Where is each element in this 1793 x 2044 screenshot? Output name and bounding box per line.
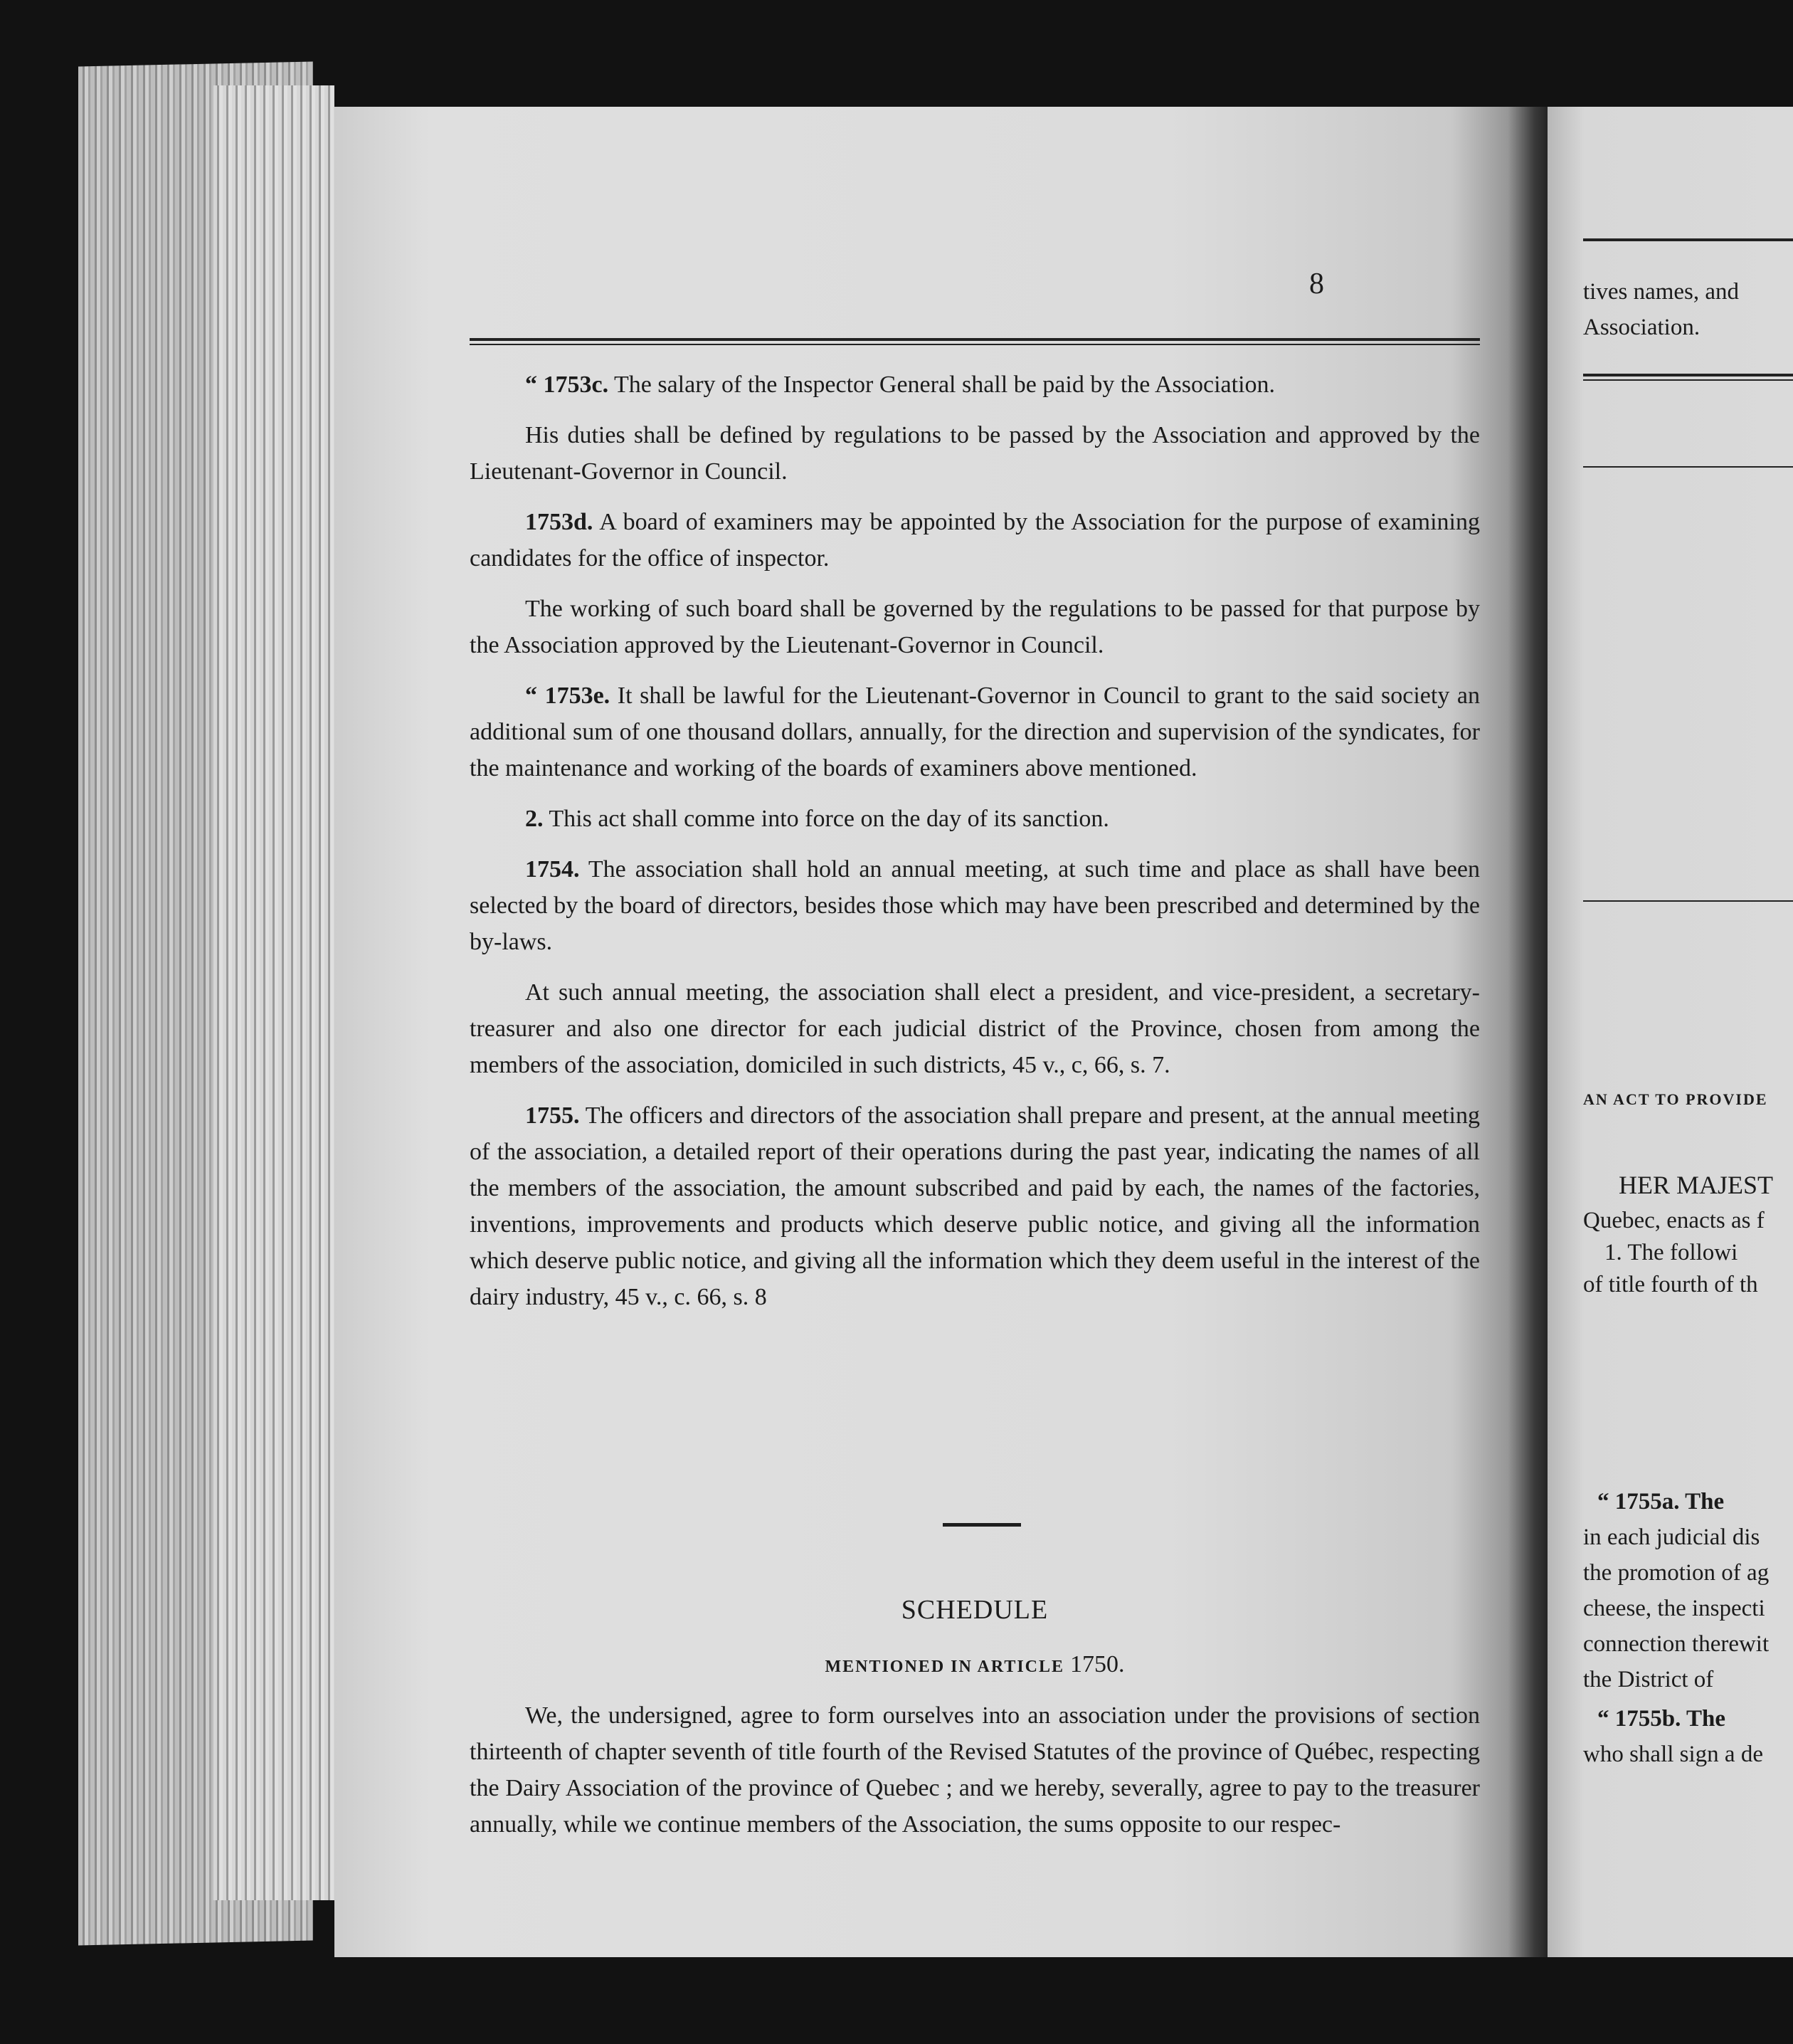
header-rule [470, 338, 1480, 341]
schedule-subtitle: MENTIONED IN ARTICLE 1750. [825, 1651, 1125, 1677]
schedule-body: We, the undersigned, agree to form ourselves into an association under the provisions of section thirteenth of chapter seventh of title fourth of the Revised Statutes of the province of Québec, respecting the Dairy Association of the province of Quebec ; and we hereby, severally, agree to pay to the treasurer annually, while we continue members of the Association, the sums opposite to our respec- [470, 1702, 1480, 1838]
right-text-line: Association. [1583, 315, 1701, 340]
paragraph-annual-meeting: At such annual meeting, the association shall elect a president, and vice-president, a secretary-treasurer and also one director for each judicial district of the Province, chosen from among the members of the association, domiciled in such districts, 45 v., c, 66, s. 7. [470, 979, 1480, 1078]
right-act-heading: AN ACT TO PROVIDE [1583, 1090, 1768, 1108]
book-page-edges-inner [213, 85, 334, 1900]
right-rule-short [1583, 466, 1793, 468]
right-rule [1583, 374, 1793, 376]
paragraph-1753d: 1753d. A board of examiners may be appointed by the Association for the purpose of examining candidates for the office of inspector. [470, 509, 1480, 571]
paragraph-1753e: “ 1753e. It shall be lawful for the Lieutenant-Governor in Council to grant to the said society an additional sum of one thousand dollars, annually, for the direction and supervision of the syndicates, for the maintenance and working of the boards of examiners above mentioned. [470, 683, 1481, 781]
page-number: 8 [1309, 268, 1324, 300]
left-page [334, 107, 1523, 1957]
right-text-line: 1. The followi [1604, 1240, 1738, 1265]
paragraph-1755: 1755. The officers and directors of the association shall prepare and present, at the annual meeting of the association, a detailed report of their operations during the past year, indicating the names of all the members of the association, the amount subscribed and paid by each, the names of the factories, inventions, improvements and products which deserve public notice, and giving all the information which deserve public notice, and giving all the information which they deem useful in the interest of the dairy industry, 45 v., c. 66, s. 8 [470, 1102, 1480, 1310]
header-rule-thin [470, 344, 1480, 345]
right-rule-thin [1583, 379, 1793, 381]
right-text-line: the District of [1583, 1667, 1714, 1692]
schedule-title: SCHEDULE [901, 1595, 1049, 1625]
right-text-line: tives names, and [1583, 279, 1740, 305]
paragraph-2: 2. This act shall comme into force on the day of its sanction. [525, 806, 1109, 832]
right-text-line: cheese, the inspecti [1583, 1596, 1765, 1621]
right-text-line: Quebec, enacts as f [1583, 1208, 1765, 1233]
paragraph-1754: 1754. The association shall hold an annual meeting, at such time and place as shall have been selected by the board of directors, besides those which may have been prescribed and determined by the by-laws. [470, 856, 1480, 955]
right-text-line: of title fourth of th [1583, 1272, 1758, 1297]
right-header-rule [1583, 238, 1793, 241]
paragraph-inspector-duties: His duties shall be defined by regulations to be passed by the Association and approved by the Lieutenant-Governor in Council. [470, 422, 1480, 485]
right-text-line: the promotion of ag [1583, 1560, 1770, 1586]
right-text-line: “ 1755b. The [1597, 1706, 1726, 1732]
section-divider [943, 1523, 1021, 1527]
right-page [1548, 107, 1793, 1957]
paragraph-1753c: “ 1753c. The salary of the Inspector General shall be paid by the Association. [525, 372, 1276, 398]
right-rule-lower [1583, 900, 1793, 902]
right-text-line: in each judicial dis [1583, 1524, 1760, 1550]
right-text-line: who shall sign a de [1583, 1742, 1763, 1767]
right-text-line: connection therewit [1583, 1631, 1770, 1657]
paragraph-board-working: The working of such board shall be governed by the regulations to be passed for that purpose by the Association approved by the Lieutenant-Governor in Council. [470, 596, 1480, 658]
right-text-line: “ 1755a. The [1597, 1489, 1725, 1514]
right-text-line: HER MAJEST [1619, 1171, 1774, 1199]
statute-text [470, 367, 1480, 1329]
